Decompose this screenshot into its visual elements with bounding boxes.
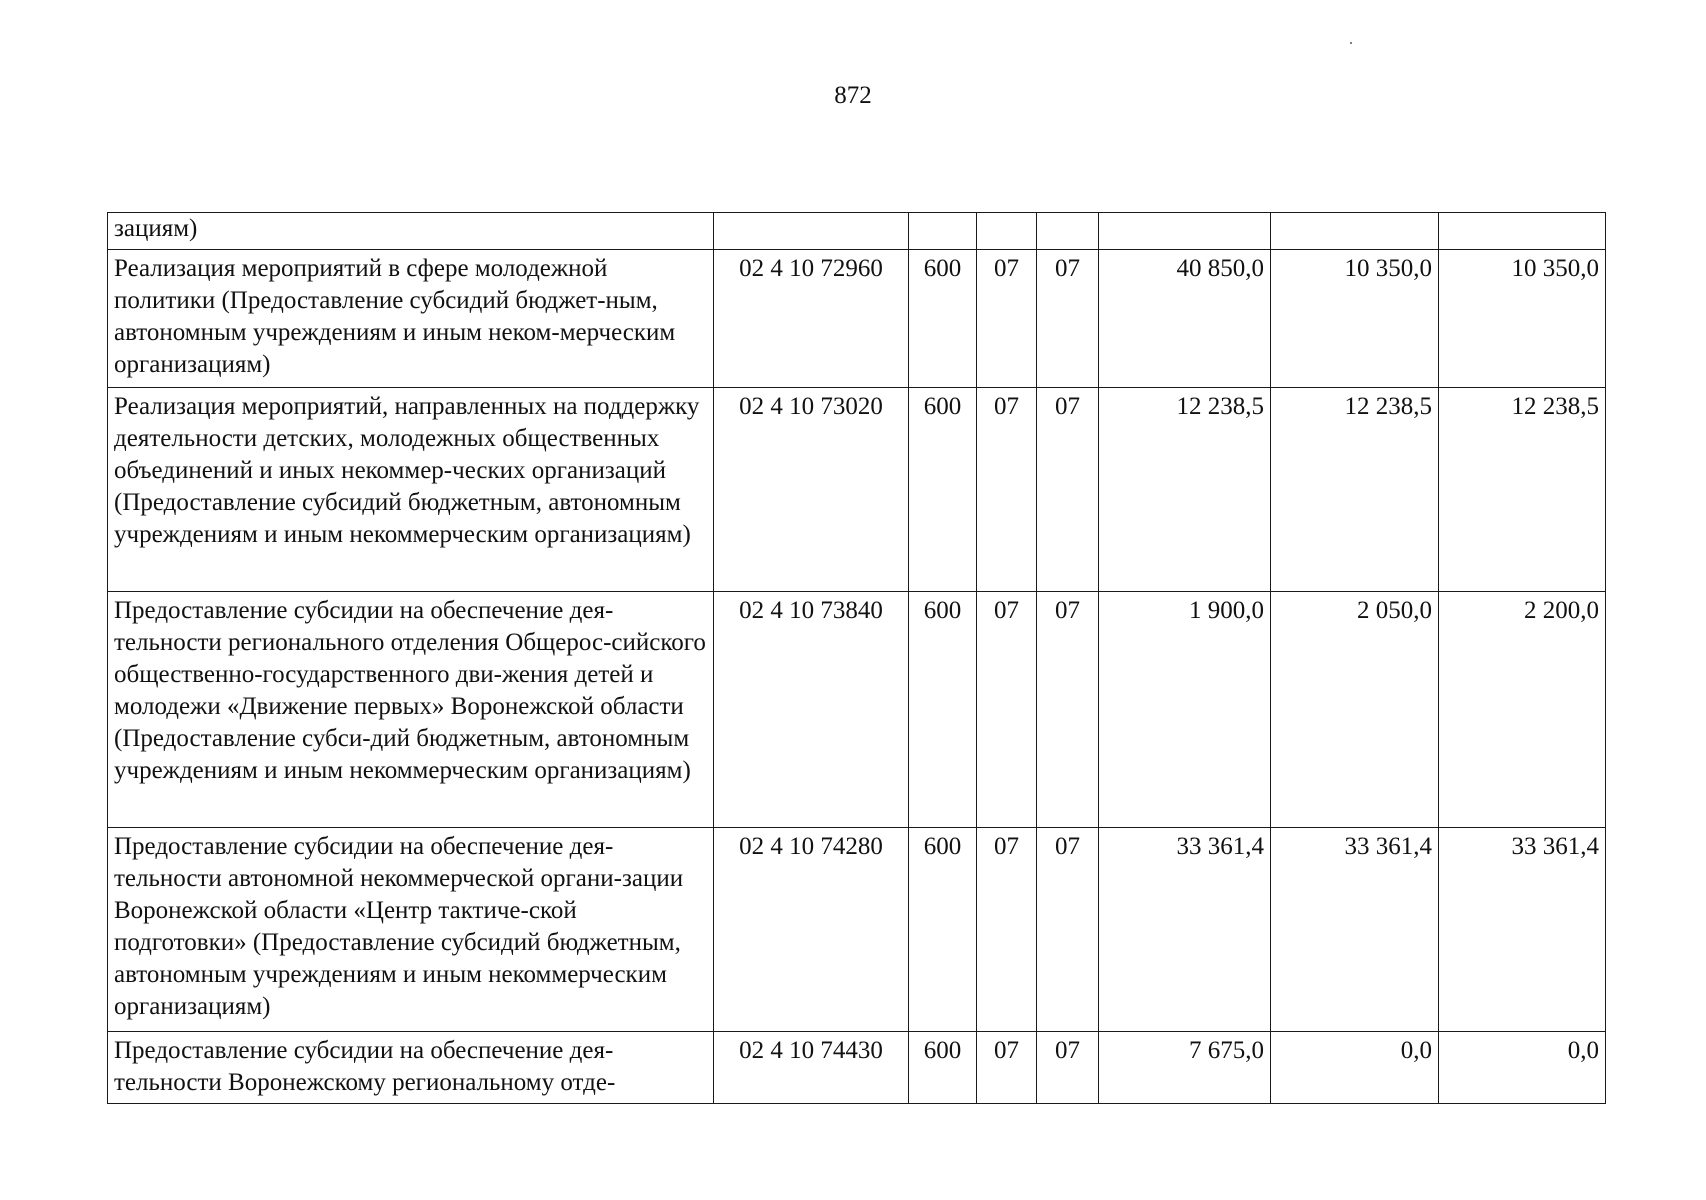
table-row <box>108 1032 1606 1104</box>
section-code: 07 <box>977 1032 1037 1104</box>
expense-type-code: 600 <box>909 250 977 388</box>
empty-cell <box>1439 213 1606 250</box>
empty-cell <box>1037 213 1099 250</box>
section-code: 07 <box>977 592 1037 828</box>
target-article-code: 02 4 10 74430 <box>714 1032 909 1104</box>
amount-year-1: 12 238,5 <box>1099 388 1271 592</box>
table-row <box>108 388 1606 592</box>
subsection-code: 07 <box>1037 388 1099 592</box>
table-row <box>108 250 1606 388</box>
subsection-code: 07 <box>1037 1032 1099 1104</box>
amount-year-2: 12 238,5 <box>1271 388 1439 592</box>
amount-year-1: 33 361,4 <box>1099 828 1271 1032</box>
table-row-continuation <box>108 213 1606 250</box>
subsection-code: 07 <box>1037 828 1099 1032</box>
amount-year-3: 10 350,0 <box>1439 250 1606 388</box>
target-article-code: 02 4 10 72960 <box>714 250 909 388</box>
empty-cell <box>1099 213 1271 250</box>
target-article-code: 02 4 10 73840 <box>714 592 909 828</box>
section-code: 07 <box>977 828 1037 1032</box>
amount-year-1: 1 900,0 <box>1099 592 1271 828</box>
table-row <box>108 828 1606 1032</box>
amount-year-1: 7 675,0 <box>1099 1032 1271 1104</box>
amount-year-3: 33 361,4 <box>1439 828 1606 1032</box>
expense-type-code: 600 <box>909 1032 977 1104</box>
empty-cell <box>1271 213 1439 250</box>
row-description: Предоставление субсидии на обеспечение дея-тельности автономной некоммерческой органи-зации Воронежской области «Центр тактиче-ской подготовки» (Предоставление субсидий бюджетным, автономным учреждениям и иным некоммерческим организациям) <box>108 828 714 1032</box>
empty-cell <box>714 213 909 250</box>
amount-year-3: 0,0 <box>1439 1032 1606 1104</box>
amount-year-2: 0,0 <box>1271 1032 1439 1104</box>
row-description: Реализация мероприятий, направленных на поддержку деятельности детских, молодежных общественных объединений и иных некоммер-ческих организаций (Предоставление субсидий бюджетным, автономным учреждениям и иным некоммерческим организациям) <box>108 388 714 592</box>
empty-cell <box>909 213 977 250</box>
subsection-code: 07 <box>1037 592 1099 828</box>
target-article-code: 02 4 10 73020 <box>714 388 909 592</box>
row-description: Реализация мероприятий в сфере молодежной политики (Предоставление субсидий бюджет-ным, автономным учреждениям и иным неком-мерческим организациям) <box>108 250 714 388</box>
amount-year-2: 33 361,4 <box>1271 828 1439 1032</box>
section-code: 07 <box>977 388 1037 592</box>
row-description: Предоставление субсидии на обеспечение дея-тельности Воронежскому региональному отде- <box>108 1032 714 1104</box>
continuation-text: зациям) <box>108 213 714 250</box>
amount-year-1: 40 850,0 <box>1099 250 1271 388</box>
amount-year-3: 2 200,0 <box>1439 592 1606 828</box>
budget-table <box>107 212 1606 1104</box>
amount-year-2: 2 050,0 <box>1271 592 1439 828</box>
section-code: 07 <box>977 250 1037 388</box>
expense-type-code: 600 <box>909 828 977 1032</box>
target-article-code: 02 4 10 74280 <box>714 828 909 1032</box>
empty-cell <box>977 213 1037 250</box>
scan-speck <box>1350 42 1352 44</box>
subsection-code: 07 <box>1037 250 1099 388</box>
amount-year-3: 12 238,5 <box>1439 388 1606 592</box>
amount-year-2: 10 350,0 <box>1271 250 1439 388</box>
row-description: Предоставление субсидии на обеспечение дея-тельности регионального отделения Общерос-сийского общественно-государственного дви-жения детей и молодежи «Движение первых» Воронежской области (Предоставление субси-дий бюджетным, автономным учреждениям и иным некоммерческим организациям) <box>108 592 714 828</box>
table-row <box>108 592 1606 828</box>
page-number: 872 <box>834 82 872 109</box>
expense-type-code: 600 <box>909 388 977 592</box>
expense-type-code: 600 <box>909 592 977 828</box>
